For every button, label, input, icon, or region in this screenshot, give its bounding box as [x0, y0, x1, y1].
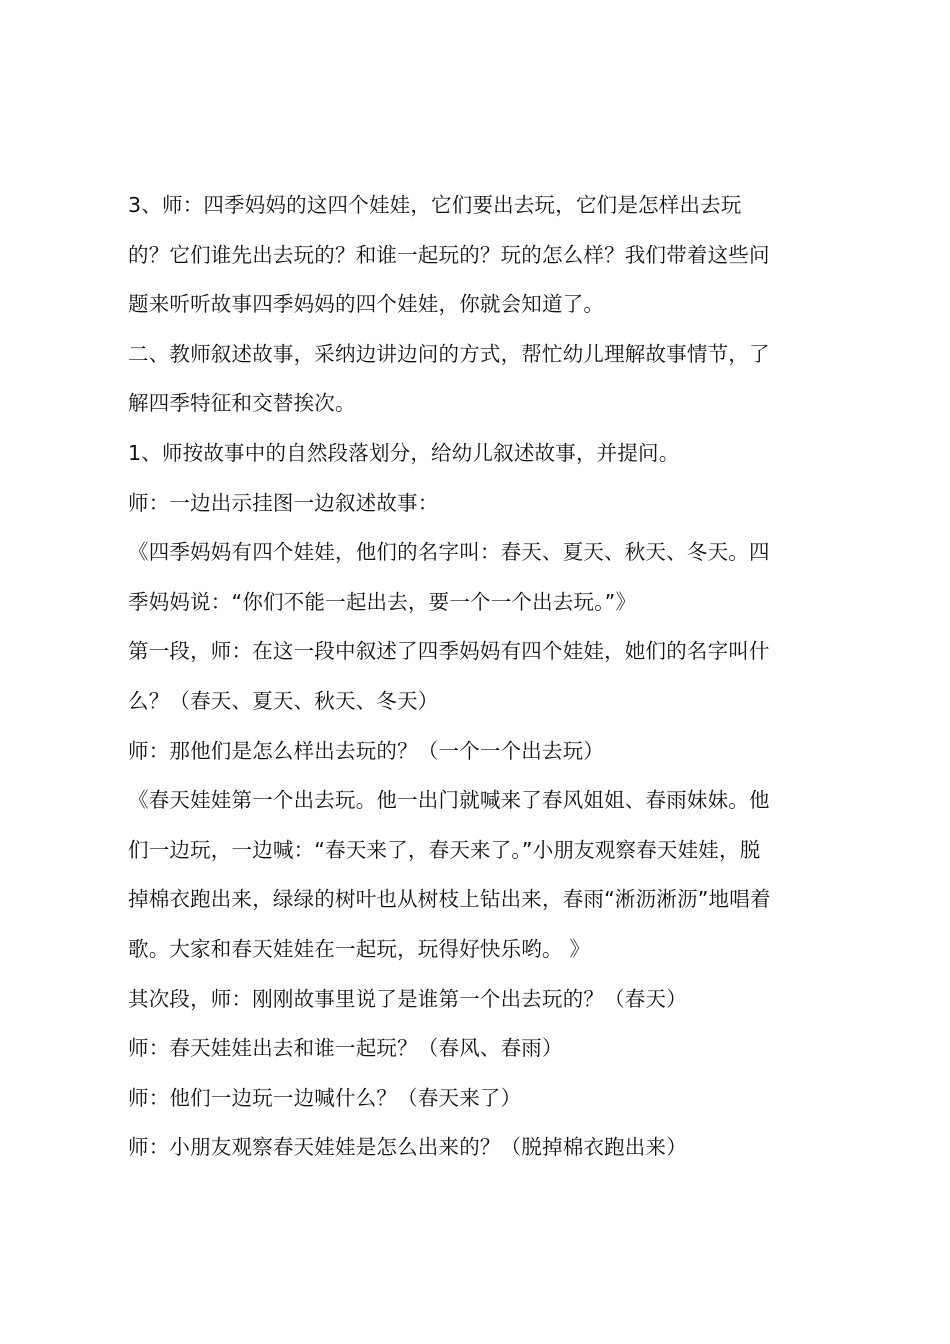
text-line: 的？它们谁先出去玩的？和谁一起玩的？玩的怎么样？我们带着这些问 [128, 242, 770, 267]
text-line: 3、师：四季妈妈的这四个娃娃，它们要出去玩，它们是怎样出去玩 [128, 193, 742, 217]
text-line: 师：那他们是怎么样出去玩的？（一个一个出去玩） [128, 738, 605, 763]
text-line: 《春天娃娃第一个出去玩。他一出门就喊来了春风姐姐、春雨妹妹。他 [128, 788, 770, 813]
text-line: 们一边玩，一边喊：“春天来了，春天来了。”小朋友观察春天娃娃，脱 [128, 837, 761, 862]
text-line: 师：他们一边玩一边喊什么？（春天来了） [128, 1085, 522, 1110]
text-line: 么？（春天、夏天、秋天、冬天） [128, 688, 439, 713]
text-line: 解四季特征和交替挨次。 [128, 391, 356, 416]
text-line: 歌。大家和春天娃娃在一起玩，玩得好快乐哟。 》 [128, 936, 591, 961]
text-line: 第一段，师：在这一段中叙述了四季妈妈有四个娃娃，她们的名字叫什 [128, 639, 770, 664]
text-line: 季妈妈说：“你们不能一起出去，要一个一个出去玩。”》 [128, 589, 637, 614]
text-line: 题来听听故事四季妈妈的四个娃娃，你就会知道了。 [128, 292, 605, 317]
text-line: 师：一边出示挂图一边叙述故事： [128, 490, 439, 515]
text-line: 师：春天娃娃出去和谁一起玩？（春风、春雨） [128, 1036, 563, 1061]
text-line: 师：小朋友观察春天娃娃是怎么出来的？（脱掉棉衣跑出来） [128, 1135, 687, 1160]
text-line: 二、教师叙述故事，采纳边讲边问的方式，帮忙幼儿理解故事情节，了 [128, 341, 770, 366]
text-line: 其次段，师：刚刚故事里说了是谁第一个出去玩的？（春天） [128, 986, 687, 1011]
text-line: 1、师按故事中的自然段落划分，给幼儿叙述故事，并提问。 [128, 440, 680, 465]
text-line: 《四季妈妈有四个娃娃，他们的名字叫：春天、夏天、秋天、冬天。四 [128, 540, 770, 565]
text-line: 掉棉衣跑出来，绿绿的树叶也从树枝上钻出来，春雨“淅沥淅沥”地唱着 [128, 887, 771, 912]
document-body [128, 181, 840, 1173]
